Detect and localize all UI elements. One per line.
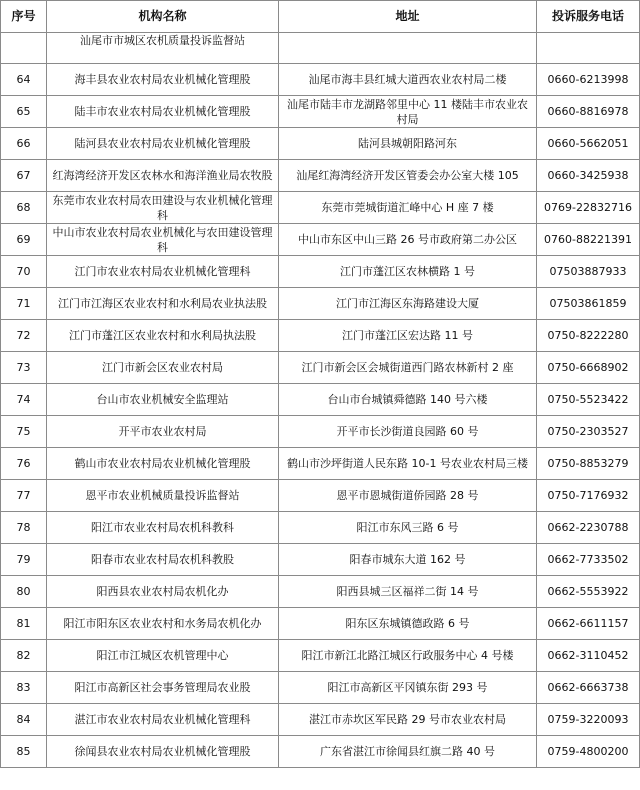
cell-address: 开平市长沙街道良园路 60 号 [279, 416, 537, 448]
cell-name: 红海湾经济开发区农林水和海洋渔业局农牧股 [47, 160, 279, 192]
cell-name: 阳江市农业农村局农机科教科 [47, 512, 279, 544]
cell-phone: 0760-88221391 [537, 224, 640, 256]
cell-phone: 0660-6213998 [537, 64, 640, 96]
cell-phone: 0759-3220093 [537, 704, 640, 736]
cell-no: 85 [1, 736, 47, 768]
cell-name: 江门市新会区农业农村局 [47, 352, 279, 384]
cell-no: 66 [1, 128, 47, 160]
cell-address: 阳春市城东大道 162 号 [279, 544, 537, 576]
cell-phone: 07503887933 [537, 256, 640, 288]
cell-no: 80 [1, 576, 47, 608]
cell-phone: 0750-6668902 [537, 352, 640, 384]
header-row [1, 1, 640, 33]
cell-address: 江门市蓬江区宏达路 11 号 [279, 320, 537, 352]
cell-phone: 07503861859 [537, 288, 640, 320]
cell-phone: 0662-7733502 [537, 544, 640, 576]
cell-name: 海丰县农业农村局农业机械化管理股 [47, 64, 279, 96]
cell-name: 汕尾市市城区农机质量投诉监督站 [47, 33, 279, 64]
cell-phone: 0660-3425938 [537, 160, 640, 192]
cell-no: 78 [1, 512, 47, 544]
table-row [1, 224, 640, 256]
cell-address [279, 33, 537, 64]
table-row [1, 64, 640, 96]
cell-no: 72 [1, 320, 47, 352]
cell-address: 中山市东区中山三路 26 号市政府第二办公区 [279, 224, 537, 256]
cell-name: 江门市农业农村局农业机械化管理科 [47, 256, 279, 288]
cell-name: 阳江市阳东区农业农村和水务局农机化办 [47, 608, 279, 640]
cell-no: 71 [1, 288, 47, 320]
cell-phone: 0759-4800200 [537, 736, 640, 768]
cell-phone: 0750-8853279 [537, 448, 640, 480]
cell-name: 徐闻县农业农村局农业机械化管理股 [47, 736, 279, 768]
cell-name: 阳西县农业农村局农机化办 [47, 576, 279, 608]
cell-name: 开平市农业农村局 [47, 416, 279, 448]
cell-name: 东莞市农业农村局农田建设与农业机械化管理科 [47, 192, 279, 224]
cell-name: 陆丰市农业农村局农业机械化管理股 [47, 96, 279, 128]
cell-phone: 0750-8222280 [537, 320, 640, 352]
table-row [1, 608, 640, 640]
header-phone: 投诉服务电话 [537, 1, 640, 33]
cell-no: 69 [1, 224, 47, 256]
cell-no: 64 [1, 64, 47, 96]
cell-phone: 0662-6611157 [537, 608, 640, 640]
cell-address: 台山市台城镇舜德路 140 号六楼 [279, 384, 537, 416]
header-address: 地址 [279, 1, 537, 33]
cell-no: 65 [1, 96, 47, 128]
header-no: 序号 [1, 1, 47, 33]
cell-no: 68 [1, 192, 47, 224]
cell-name: 湛江市农业农村局农业机械化管理科 [47, 704, 279, 736]
table-row [1, 96, 640, 128]
cell-phone: 0662-3110452 [537, 640, 640, 672]
cell-phone: 0750-2303527 [537, 416, 640, 448]
cell-address: 阳东区东城镇德政路 6 号 [279, 608, 537, 640]
table-row [1, 448, 640, 480]
cell-address: 江门市蓬江区农林横路 1 号 [279, 256, 537, 288]
cell-phone: 0769-22832716 [537, 192, 640, 224]
cell-name: 恩平市农业机械质量投诉监督站 [47, 480, 279, 512]
table-row [1, 320, 640, 352]
table-row [1, 736, 640, 768]
table-row [1, 640, 640, 672]
cell-phone: 0662-2230788 [537, 512, 640, 544]
cell-address: 阳江市新江北路江城区行政服务中心 4 号楼 [279, 640, 537, 672]
table-row [1, 128, 640, 160]
cell-name: 江门市蓬江区农业农村和水利局执法股 [47, 320, 279, 352]
cell-no: 81 [1, 608, 47, 640]
cell-address: 陆河县城朝阳路河东 [279, 128, 537, 160]
cell-address: 阳西县城三区福祥二街 14 号 [279, 576, 537, 608]
cell-address: 东莞市莞城街道汇峰中心 H 座 7 楼 [279, 192, 537, 224]
cell-address: 恩平市恩城街道侨园路 28 号 [279, 480, 537, 512]
header-name: 机构名称 [47, 1, 279, 33]
cell-no: 74 [1, 384, 47, 416]
table-row [1, 416, 640, 448]
cell-address: 江门市江海区东海路建设大厦 [279, 288, 537, 320]
cell-no: 84 [1, 704, 47, 736]
cell-name: 鹤山市农业农村局农业机械化管理股 [47, 448, 279, 480]
cell-name: 陆河县农业农村局农业机械化管理股 [47, 128, 279, 160]
table-row [1, 384, 640, 416]
cell-phone: 0750-5523422 [537, 384, 640, 416]
table-row [1, 352, 640, 384]
cell-address: 汕尾市陆丰市龙湖路邻里中心 11 楼陆丰市农业农村局 [279, 96, 537, 128]
cell-name: 阳江市高新区社会事务管理局农业股 [47, 672, 279, 704]
table-row [1, 544, 640, 576]
table-row [1, 192, 640, 224]
cell-no: 83 [1, 672, 47, 704]
cell-no: 73 [1, 352, 47, 384]
cell-address: 鹤山市沙坪街道人民东路 10-1 号农业农村局三楼 [279, 448, 537, 480]
cell-phone [537, 33, 640, 64]
cell-no: 76 [1, 448, 47, 480]
table-row [1, 576, 640, 608]
cell-name: 阳江市江城区农机管理中心 [47, 640, 279, 672]
cell-address: 湛江市赤坎区军民路 29 号市农业农村局 [279, 704, 537, 736]
cell-address: 江门市新会区会城街道西门路农林新村 2 座 [279, 352, 537, 384]
cell-phone: 0662-5553922 [537, 576, 640, 608]
cell-phone: 0750-7176932 [537, 480, 640, 512]
cell-phone: 0660-5662051 [537, 128, 640, 160]
table-row [1, 288, 640, 320]
cell-no: 79 [1, 544, 47, 576]
cell-name: 台山市农业机械安全监理站 [47, 384, 279, 416]
cell-name: 阳春市农业农村局农机科教股 [47, 544, 279, 576]
cell-name: 中山市农业农村局农业机械化与农田建设管理科 [47, 224, 279, 256]
table-row [1, 160, 640, 192]
cell-address: 广东省湛江市徐闻县红旗二路 40 号 [279, 736, 537, 768]
cell-address: 汕尾红海湾经济开发区管委会办公室大楼 105 [279, 160, 537, 192]
continued-row [1, 33, 640, 64]
cell-phone: 0660-8816978 [537, 96, 640, 128]
cell-no: 70 [1, 256, 47, 288]
table-row [1, 256, 640, 288]
cell-phone: 0662-6663738 [537, 672, 640, 704]
cell-no [1, 33, 47, 64]
table-row [1, 672, 640, 704]
cell-no: 75 [1, 416, 47, 448]
table-row [1, 512, 640, 544]
table-row [1, 480, 640, 512]
cell-address: 阳江市高新区平冈镇东街 293 号 [279, 672, 537, 704]
table-row [1, 704, 640, 736]
cell-address: 阳江市东风三路 6 号 [279, 512, 537, 544]
cell-name: 江门市江海区农业农村和水利局农业执法股 [47, 288, 279, 320]
cell-no: 67 [1, 160, 47, 192]
cell-no: 82 [1, 640, 47, 672]
cell-no: 77 [1, 480, 47, 512]
cell-address: 汕尾市海丰县红城大道西农业农村局二楼 [279, 64, 537, 96]
